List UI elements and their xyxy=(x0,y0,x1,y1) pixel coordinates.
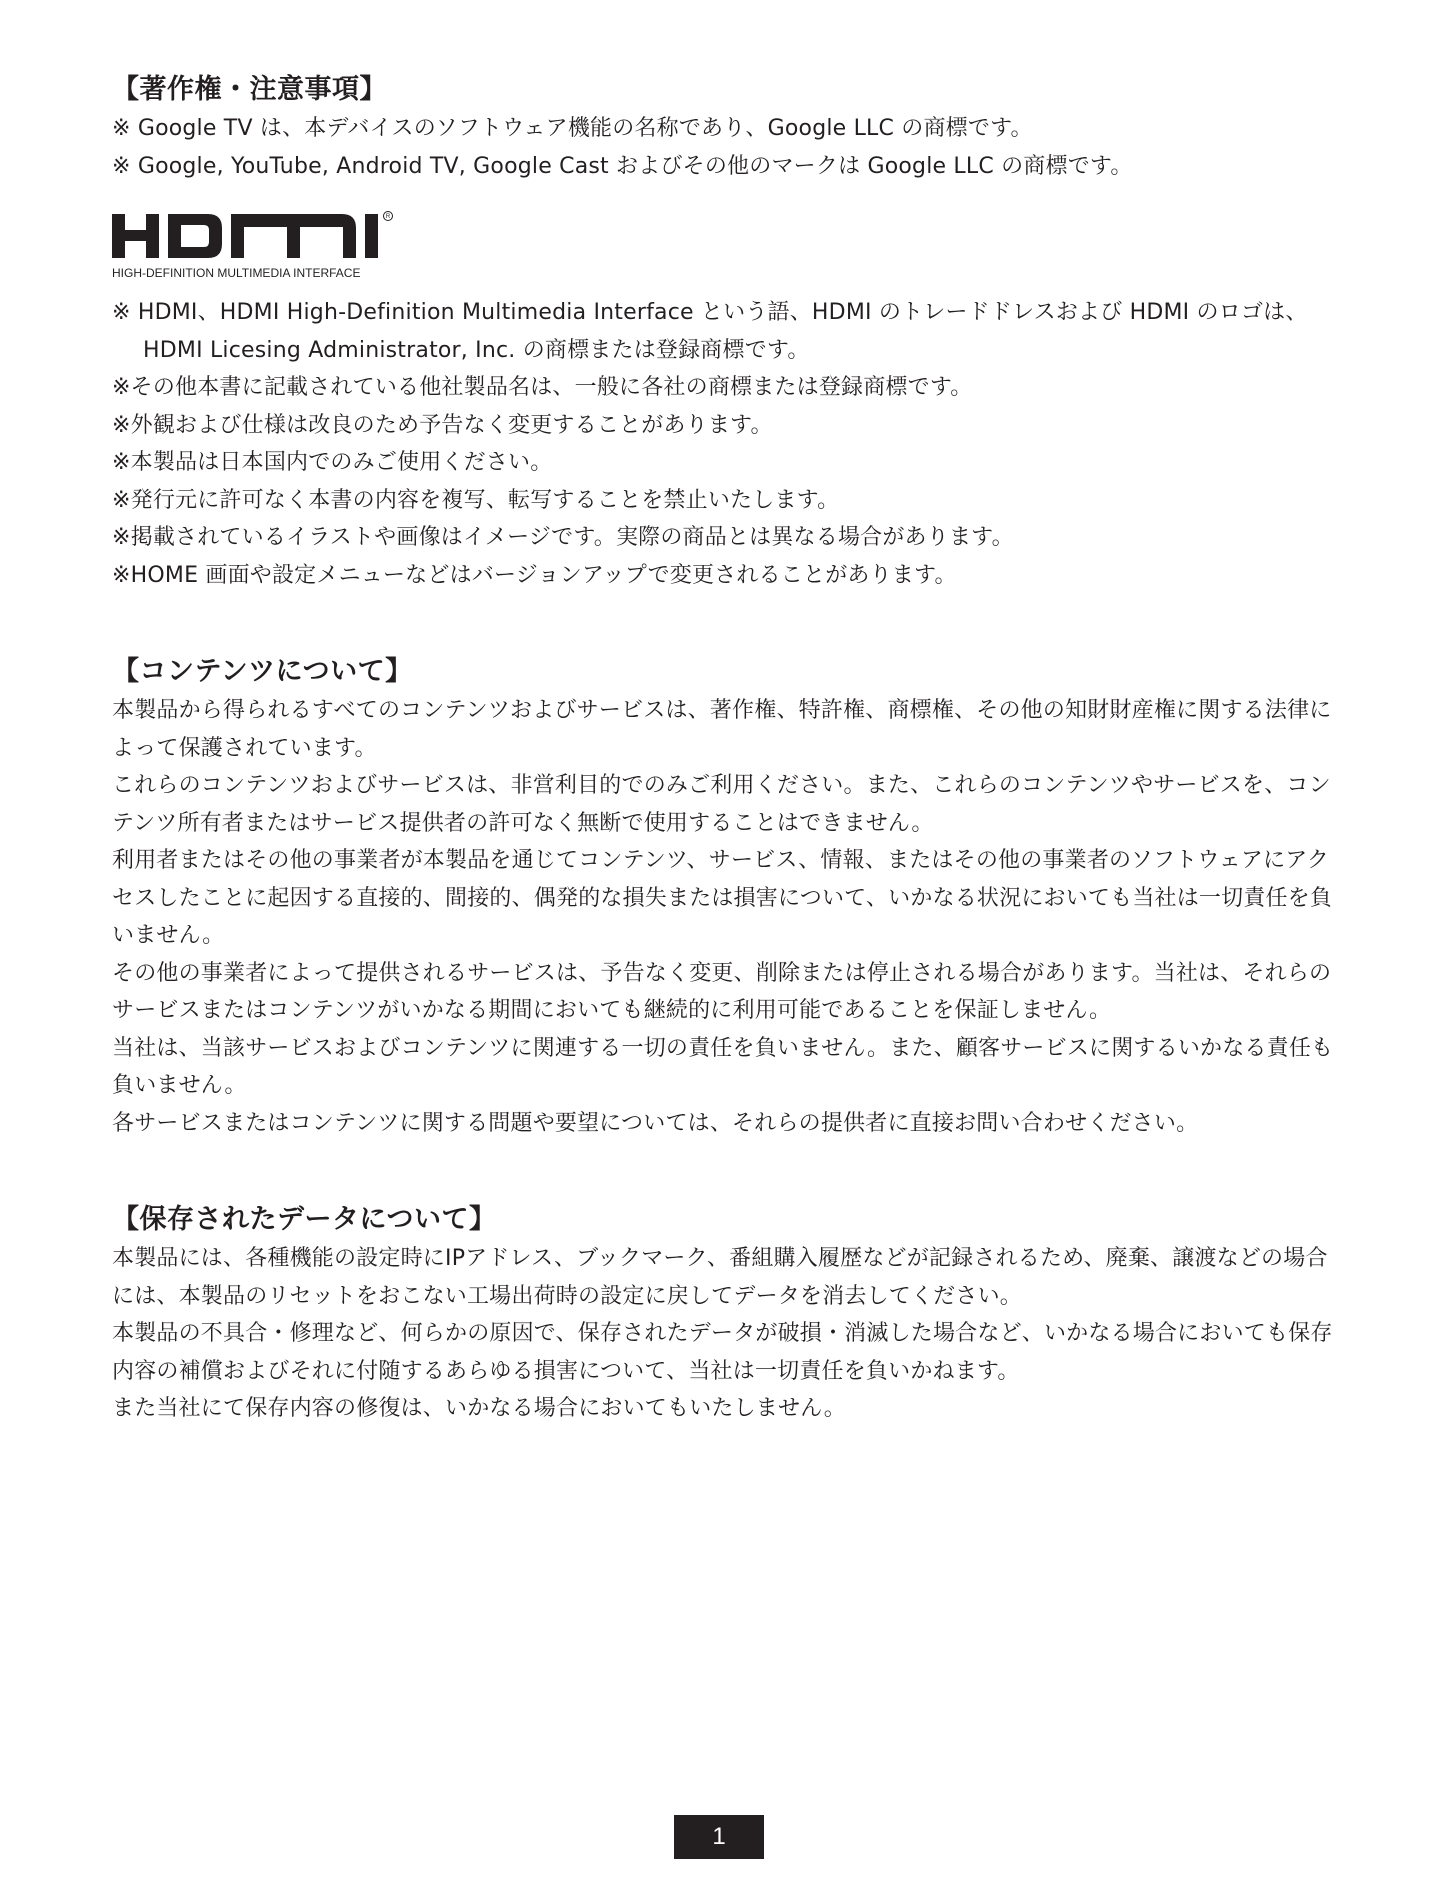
svg-text:R: R xyxy=(385,214,391,221)
contents-paragraph: その他の事業者によって提供されるサービスは、予告なく変更、削除または停止される場合があります。当社は、それらのサービスまたはコンテンツがいかなる期間においても継続的に利用可能であることを保証しません。 xyxy=(112,960,1332,1023)
saved-data-paragraph: また当社にて保存内容の修復は、いかなる場合においてもいたしません。 xyxy=(112,1396,846,1421)
saved-data-section xyxy=(112,1200,1337,1428)
contents-paragraph: これらのコンテンツおよびサービスは、非営利目的でのみご利用ください。また、これらのコンテンツやサービスを、コンテンツ所有者またはサービス提供者の許可なく無断で使用することはできません。 xyxy=(112,773,1331,836)
hdmi-logo-subtitle: HIGH-DEFINITION MULTIMEDIA INTERFACE xyxy=(112,266,361,280)
notice-item: ※掲載されているイラストや画像はイメージです。実際の商品とは異なる場合があります。 xyxy=(112,525,1014,550)
notice-item: ※本製品は日本国内でのみご使用ください。 xyxy=(112,450,553,475)
copyright-section xyxy=(112,70,1337,594)
hdmi-trademark-note: ※ HDMI、HDMI High-Definition Multimedia Interface という語、HDMI のトレードドレスおよび HDMI のロゴは、 xyxy=(112,300,1308,325)
hdmi-logo-mark xyxy=(112,210,394,262)
document-page xyxy=(112,70,1337,1428)
contents-heading: 【コンテンツについて】 xyxy=(112,656,413,687)
contents-section xyxy=(112,652,1337,1142)
notice-item: ※外観および仕様は改良のため予告なく変更することがあります。 xyxy=(112,412,773,438)
google-marks-note: ※ Google, YouTube, Android TV, Google Cast およびその他のマークは Google LLC の商標です。 xyxy=(112,153,1133,179)
section-spacer xyxy=(112,1142,1337,1200)
copyright-heading: 【著作権・注意事項】 xyxy=(112,74,387,105)
saved-data-heading: 【保存されたデータについて】 xyxy=(112,1204,497,1235)
section-spacer xyxy=(112,594,1337,652)
contents-paragraph: 各サービスまたはコンテンツに関する問題や要望については、それらの提供者に直接お問い合わせください。 xyxy=(112,1110,1199,1136)
page-number: 1 xyxy=(674,1815,764,1859)
hdmi-logo xyxy=(112,210,412,280)
hdmi-trademark-note-cont: HDMI Licesing Administrator, Inc. の商標または登録商標です。 xyxy=(143,337,810,363)
notice-item: ※その他本書に記載されている他社製品名は、一般に各社の商標または登録商標です。 xyxy=(112,375,973,400)
contents-paragraph: 本製品から得られるすべてのコンテンツおよびサービスは、著作権、特許権、商標権、その他の知財財産権に関する法律によって保護されています。 xyxy=(112,698,1332,761)
notice-item: ※HOME 画面や設定メニューなどはバージョンアップで変更されることがあります。 xyxy=(112,562,957,588)
contents-paragraph: 利用者またはその他の事業者が本製品を通じてコンテンツ、サービス、情報、またはその他の事業者のソフトウェアにアクセスしたことに起因する直接的、間接的、偶発的な損失または損害について、いかなる状況においても当社は一切責任を負いません。 xyxy=(112,848,1333,948)
google-tv-note: ※ Google TV は、本デバイスのソフトウェア機能の名称であり、Google LLC の商標です。 xyxy=(112,116,1033,141)
saved-data-paragraph: 本製品には、各種機能の設定時にIPアドレス、ブックマーク、番組購入履歴などが記録されるため、廃棄、譲渡などの場合には、本製品のリセットをおこない工場出荷時の設定に戻してデータを消去してください。 xyxy=(112,1246,1328,1309)
saved-data-paragraph: 本製品の不具合・修理など、何らかの原因で、保存されたデータが破損・消滅した場合など、いかなる場合においても保存内容の補償およびそれに付随するあらゆる損害について、当社は一切責任を負いかねます。 xyxy=(112,1321,1333,1384)
notice-item: ※発行元に許可なく本書の内容を複写、転写することを禁止いたします。 xyxy=(112,487,840,513)
contents-paragraph: 当社は、当該サービスおよびコンテンツに関連する一切の責任を負いません。また、顧客サービスに関するいかなる責任も負いません。 xyxy=(112,1035,1334,1098)
